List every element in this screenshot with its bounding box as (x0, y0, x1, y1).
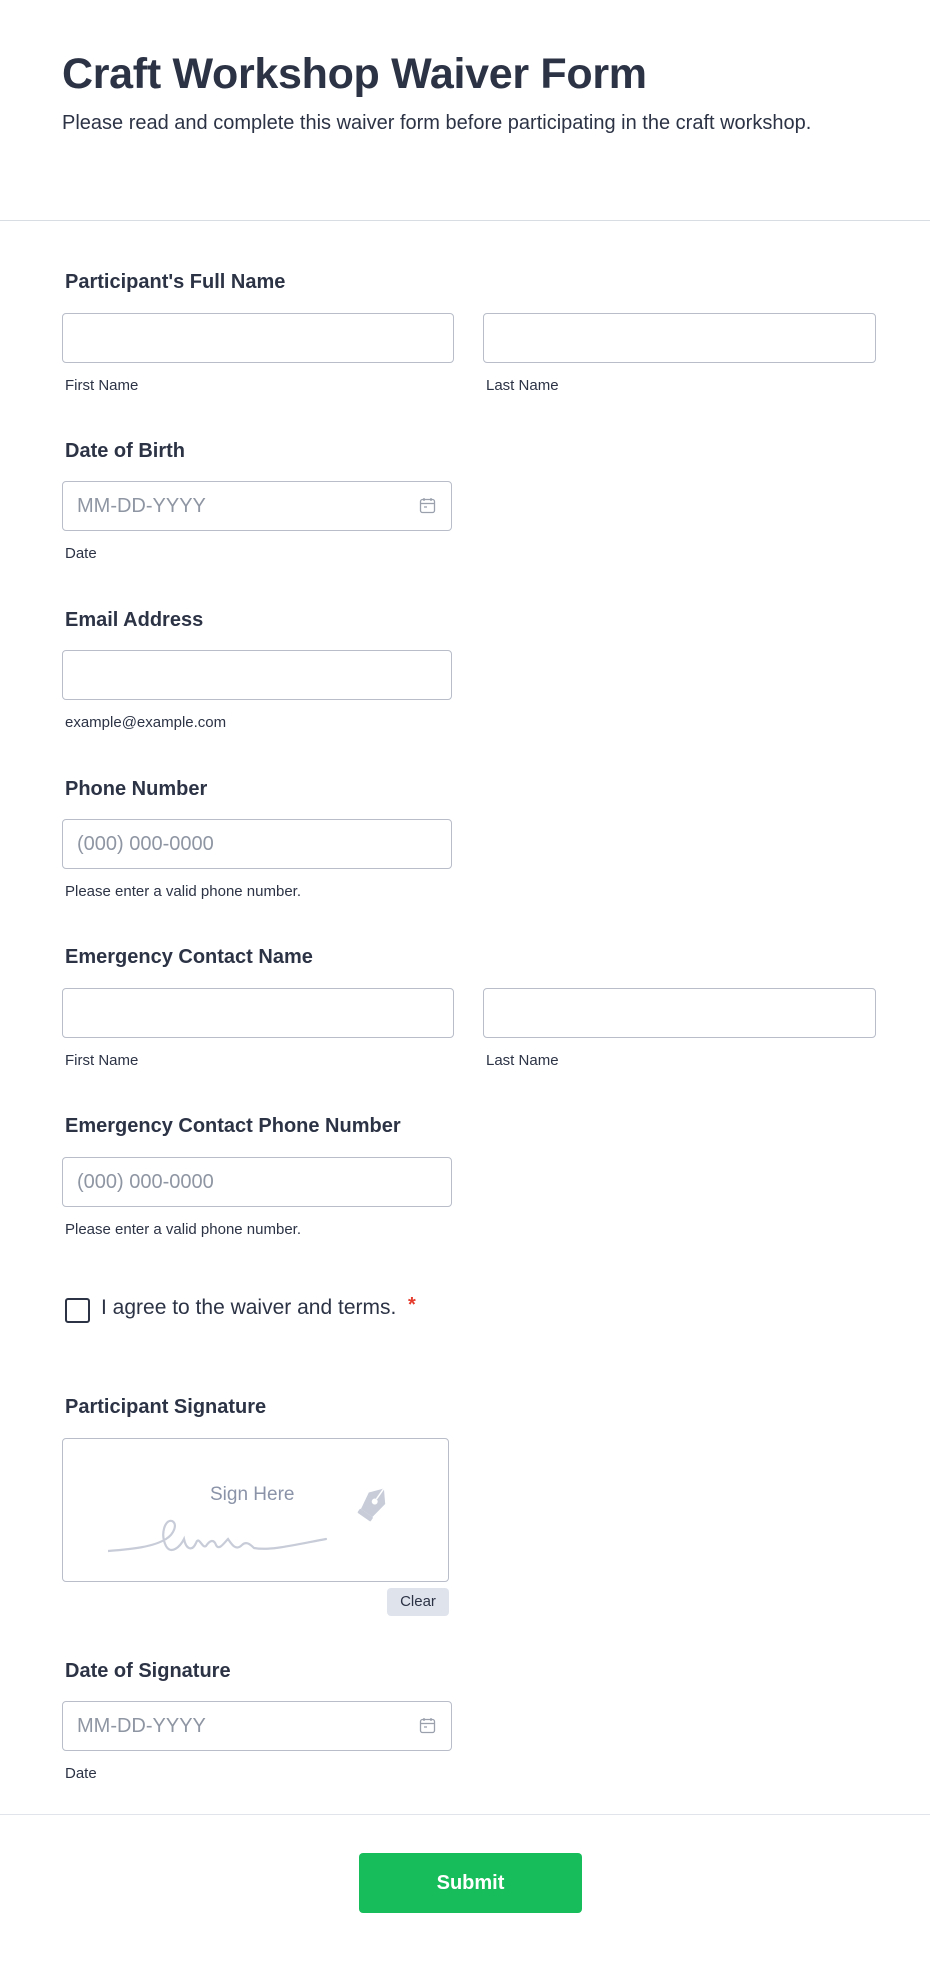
phone-sublabel: Please enter a valid phone number. (65, 883, 301, 900)
agree-checkbox[interactable] (65, 1298, 90, 1323)
agree-label[interactable]: I agree to the waiver and terms. (101, 1296, 397, 1319)
phone-label: Phone Number (65, 778, 208, 800)
footer-divider (0, 1814, 930, 1815)
email-sublabel: example@example.com (65, 714, 227, 731)
participant-first-name-input[interactable] (62, 313, 454, 363)
dob-label: Date of Birth (65, 440, 185, 462)
sign-here-text: Sign Here (210, 1484, 295, 1505)
dob-input[interactable] (62, 481, 452, 531)
participant-last-name-input[interactable] (483, 313, 876, 363)
form-description: Please read and complete this waiver form before participating in the craft workshop. (62, 112, 812, 134)
submit-button[interactable]: Submit (359, 1853, 582, 1913)
emergency-phone-sublabel: Please enter a valid phone number. (65, 1221, 301, 1238)
form-header (0, 0, 930, 221)
emergency-last-name-input[interactable] (483, 988, 876, 1038)
participant-last-name-sublabel: Last Name (486, 377, 559, 394)
email-input[interactable] (62, 650, 452, 700)
pen-nib-icon (350, 1481, 396, 1532)
emergency-name-label: Emergency Contact Name (65, 946, 313, 968)
dob-sublabel: Date (65, 545, 97, 562)
emergency-first-name-sublabel: First Name (65, 1052, 139, 1069)
signature-date-sublabel: Date (65, 1765, 97, 1782)
phone-input[interactable] (62, 819, 452, 869)
emergency-last-name-sublabel: Last Name (486, 1052, 559, 1069)
calendar-icon[interactable] (419, 497, 436, 514)
emergency-phone-input[interactable] (62, 1157, 452, 1207)
emergency-first-name-input[interactable] (62, 988, 454, 1038)
clear-signature-button[interactable]: Clear (387, 1588, 449, 1616)
emergency-phone-label: Emergency Contact Phone Number (65, 1115, 401, 1137)
required-asterisk: * (408, 1294, 416, 1316)
form-title: Craft Workshop Waiver Form (62, 50, 647, 98)
signature-pad[interactable] (62, 1438, 449, 1582)
participant-name-label: Participant's Full Name (65, 271, 286, 293)
signature-label: Participant Signature (65, 1396, 267, 1418)
signature-date-input[interactable] (62, 1701, 452, 1751)
signature-date-label: Date of Signature (65, 1660, 231, 1682)
calendar-icon[interactable] (419, 1717, 436, 1734)
email-label: Email Address (65, 609, 204, 631)
participant-first-name-sublabel: First Name (65, 377, 139, 394)
